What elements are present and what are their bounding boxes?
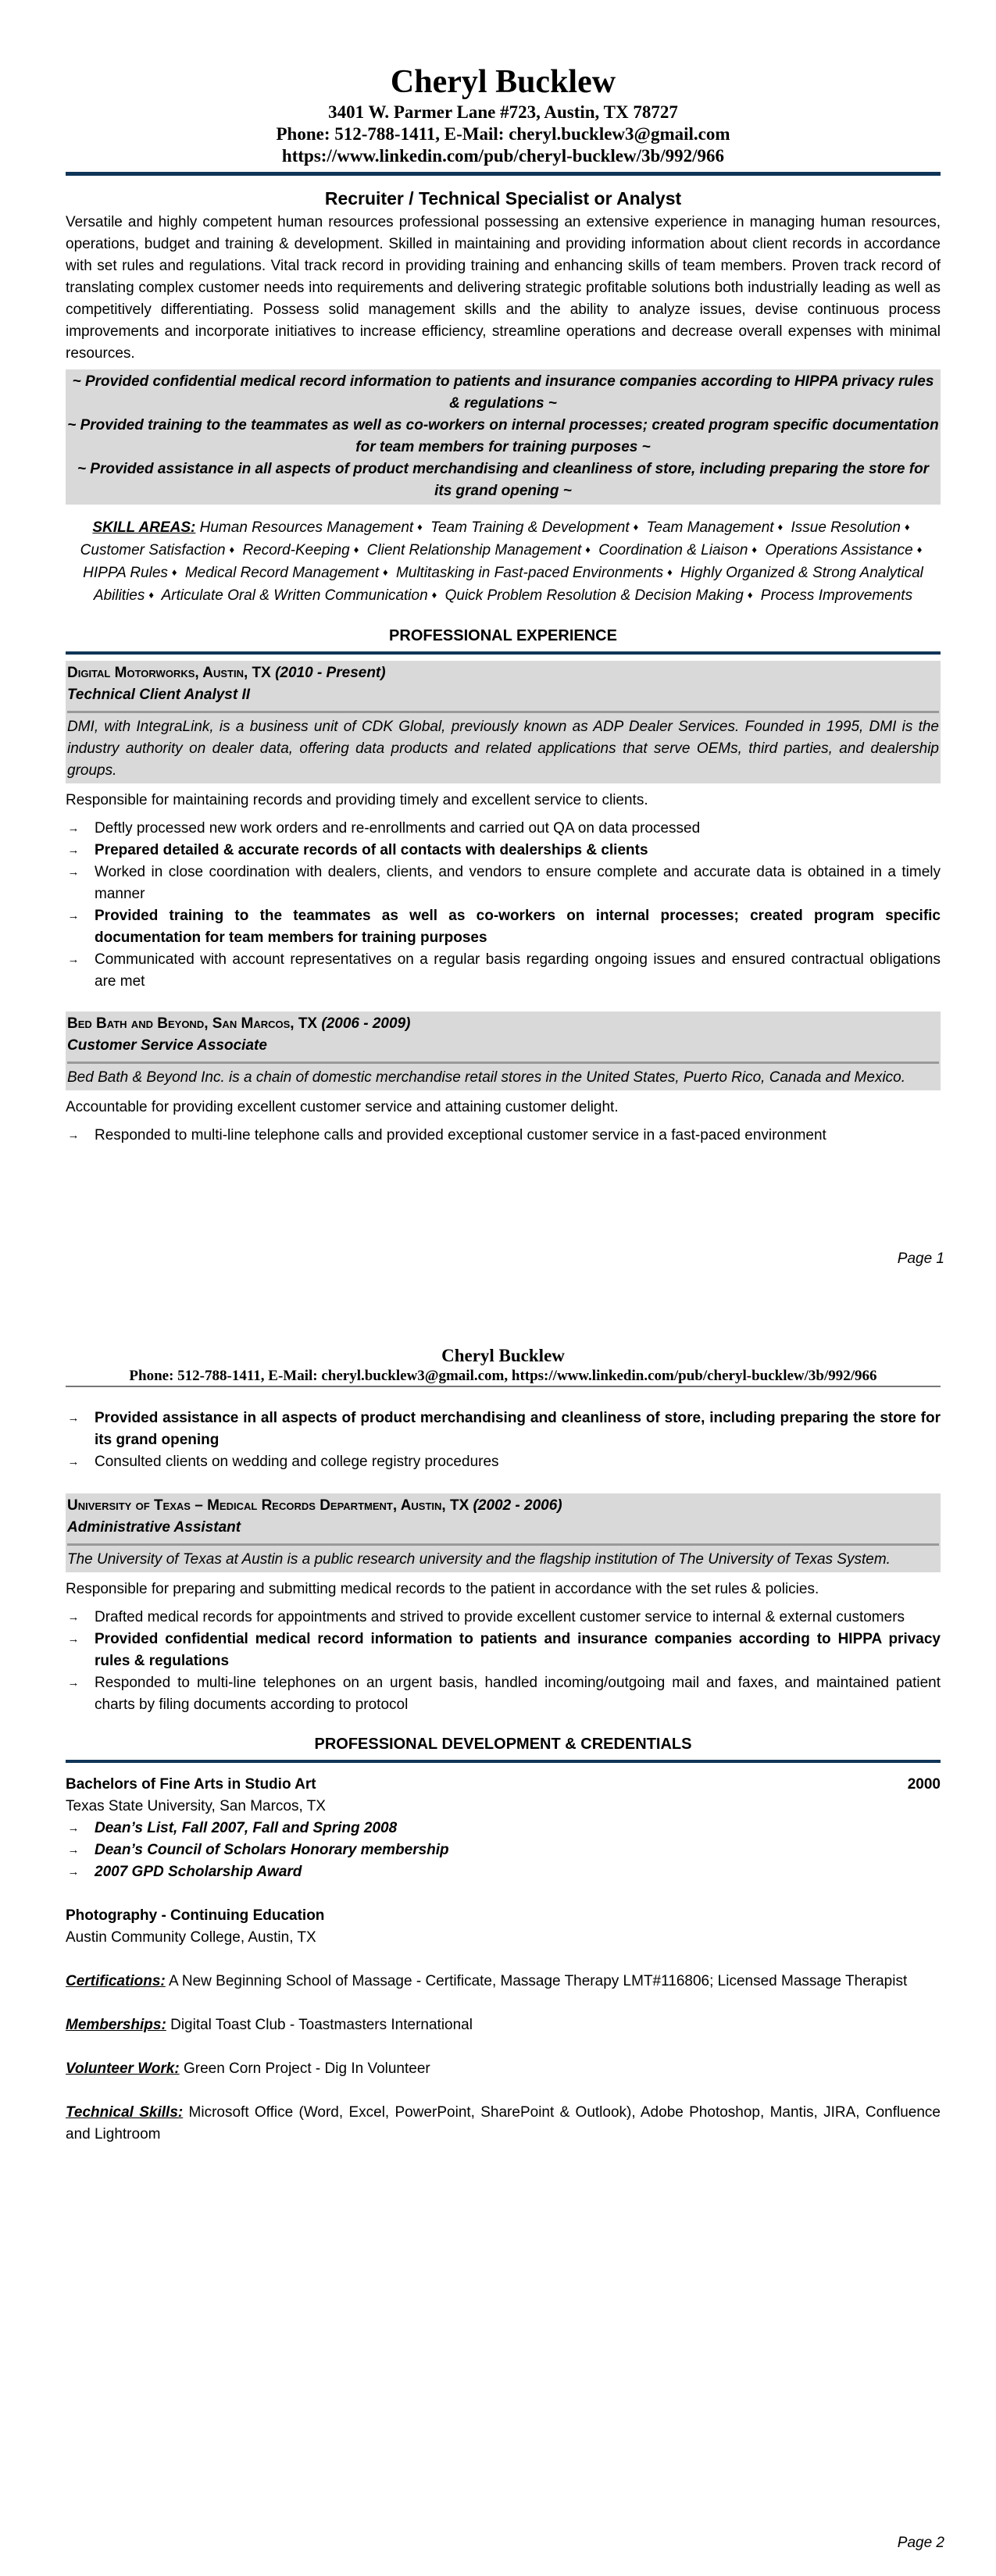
arrow-bullet-icon: → xyxy=(67,844,80,857)
arrow-bullet-icon: → xyxy=(67,953,80,966)
section-title-experience: PROFESSIONAL EXPERIENCE xyxy=(389,627,617,644)
arrow-bullet-icon: → xyxy=(67,1843,80,1857)
skill-item: Multitasking in Fast-paced Environments xyxy=(395,565,664,581)
job-heading xyxy=(67,1011,939,1061)
diamond-separator-icon: ♦ xyxy=(751,544,758,555)
skill-item: Record-Keeping xyxy=(242,542,350,558)
skill-item: Client Relationship Management xyxy=(366,542,582,558)
job-dates: (2010 - Present) xyxy=(275,665,386,681)
company-description: The University of Texas at Austin is a public research university and the flagship institution of The University of Texas System. xyxy=(67,1551,891,1568)
job-title: Technical Client Analyst II xyxy=(67,687,251,703)
company-name: Digital Motorworks, Austin, TX xyxy=(67,665,271,681)
diamond-separator-icon: ♦ xyxy=(383,566,388,578)
diamond-separator-icon: ♦ xyxy=(148,589,155,601)
job-bullets-continued xyxy=(66,1408,941,1473)
section-title-credentials: PROFESSIONAL DEVELOPMENT & CREDENTIALS xyxy=(314,1736,692,1753)
certifications-text: A New Beginning School of Massage - Certificate, Massage Therapy LMT#116806; Licensed Massage Therapist xyxy=(168,1973,908,1989)
contact-info: Phone: 512-788-1411, E-Mail: cheryl.bucklew3@gmail.com, https://www.linkedin.com/pub/cheryl-bucklew/3b/992/966 xyxy=(129,1368,877,1384)
company-description: DMI, with IntegraLink, is a business unit of CDK Global, previously known as ADP Dealer Services. Founded in 1995, DMI is the industry authority on dealer data, offering data products and related applications that serve OEMs, third parties, and dealership groups. xyxy=(67,719,939,779)
bullet-text: Drafted medical records for appointments and strived to provide excellent customer service to internal & external customers xyxy=(95,1609,905,1625)
degree-school: Texas State University, San Marcos, TX xyxy=(66,1798,326,1814)
diamond-separator-icon: ♦ xyxy=(633,521,639,533)
skill-item: Highly Organized & Strong Analytical Abilities xyxy=(93,565,923,604)
diamond-separator-icon: ♦ xyxy=(667,566,673,578)
bullet-item xyxy=(66,818,941,840)
arrow-bullet-icon: → xyxy=(67,1821,80,1835)
candidate-name: Cheryl Bucklew xyxy=(441,1346,565,1365)
diamond-separator-icon: ♦ xyxy=(353,544,359,555)
arrow-bullet-icon: → xyxy=(67,1865,80,1878)
bullet-text: Consulted clients on wedding and college registry procedures xyxy=(95,1454,499,1470)
certifications-label: Certifications: xyxy=(66,1973,166,1989)
bullet-text: Responded to multi-line telephone calls and provided exceptional customer service in a fast-paced environment xyxy=(95,1127,826,1144)
arrow-bullet-icon: → xyxy=(67,1455,80,1468)
honors-list xyxy=(66,1818,941,1883)
job-header-box xyxy=(66,661,941,783)
bullet-text: Communicated with account representatives on a regular basis regarding ongoing issues and ensured contractual obligations are met xyxy=(95,951,941,990)
continuing-education-block xyxy=(66,1905,941,1949)
page-2-content xyxy=(66,1345,941,2146)
arrow-bullet-icon: → xyxy=(67,1632,80,1646)
skill-item: Operations Assistance xyxy=(765,542,913,558)
volunteer-work-text: Green Corn Project - Dig In Volunteer xyxy=(183,2060,430,2077)
diamond-separator-icon: ♦ xyxy=(171,566,177,578)
bullet-text: Dean’s Council of Scholars Honorary membership xyxy=(95,1842,449,1858)
company-description: Bed Bath & Beyond Inc. is a chain of domestic merchandise retail stores in the United States, Puerto Rico, Canada and Mexico. xyxy=(67,1069,906,1086)
highlight-item: ~ Provided confidential medical record information to patients and insurance companies according to HIPPA privacy rules & regulations ~ xyxy=(72,373,934,412)
arrow-bullet-icon: → xyxy=(67,1411,80,1425)
arrow-bullet-icon: → xyxy=(67,822,80,835)
company-line xyxy=(67,662,939,684)
degree-block xyxy=(66,1774,941,1883)
job-dates: (2002 - 2006) xyxy=(473,1497,562,1514)
skill-item: Human Resources Management xyxy=(199,519,414,536)
bullet-item xyxy=(66,949,941,993)
volunteer-work-label: Volunteer Work: xyxy=(66,2060,180,2077)
skill-item: Medical Record Management xyxy=(184,565,380,581)
skill-areas-label: SKILL AREAS: xyxy=(92,519,196,536)
memberships-text: Digital Toast Club - Toastmasters International xyxy=(170,2017,473,2033)
job-responsibility: Accountable for providing excellent customer service and attaining customer delight. xyxy=(66,1099,619,1115)
degree-name: Bachelors of Fine Arts in Studio Art xyxy=(66,1776,316,1793)
bullet-item xyxy=(66,1451,941,1473)
arrow-bullet-icon: → xyxy=(67,865,80,879)
arrow-bullet-icon: → xyxy=(67,1676,80,1689)
technical-skills xyxy=(66,2102,941,2146)
job-dates: (2006 - 2009) xyxy=(321,1015,411,1032)
diamond-separator-icon: ♦ xyxy=(585,544,591,555)
section-divider xyxy=(66,651,941,655)
job-header-box xyxy=(66,1493,941,1572)
job-responsibility: Responsible for maintaining records and providing timely and excellent service to clients. xyxy=(66,792,648,808)
volunteer-work xyxy=(66,2058,941,2080)
job-bullets xyxy=(66,1607,941,1716)
bullet-text: Provided confidential medical record information to patients and insurance companies according to HIPPA privacy rules & regulations xyxy=(95,1631,941,1669)
bullet-item xyxy=(66,1861,941,1883)
bullet-item xyxy=(66,1607,941,1629)
diamond-separator-icon: ♦ xyxy=(431,589,437,601)
section-divider xyxy=(66,1760,941,1763)
bullet-text: Worked in close coordination with dealers, clients, and vendors to ensure complete and accurate data is obtained in a timely manner xyxy=(95,864,941,902)
degree-year: 2000 xyxy=(907,1776,941,1793)
skill-item: Team Training & Development xyxy=(430,519,630,536)
skill-item: Issue Resolution xyxy=(791,519,901,536)
bullet-text: Provided assistance in all aspects of product merchandising and cleanliness of store, including preparing the store for its grand opening xyxy=(95,1410,941,1448)
bullet-text: Prepared detailed & accurate records of all contacts with dealerships & clients xyxy=(95,842,648,858)
bullet-text: Deftly processed new work orders and re-enrollments and carried out QA on data processed xyxy=(95,820,701,837)
page-2-header-divider xyxy=(66,1386,941,1387)
arrow-bullet-icon: → xyxy=(67,1129,80,1142)
bullet-text: Dean’s List, Fall 2007, Fall and Spring 2008 xyxy=(95,1820,398,1836)
address: 3401 W. Parmer Lane #723, Austin, TX 78727 xyxy=(328,102,678,122)
bullet-item xyxy=(66,1629,941,1672)
highlights-box xyxy=(66,369,941,505)
job-bullets xyxy=(66,818,941,993)
job-heading xyxy=(67,661,939,711)
continuing-education-name: Photography - Continuing Education xyxy=(66,1907,325,1924)
skill-item: Process Improvements xyxy=(760,587,913,604)
skill-item: Coordination & Liaison xyxy=(598,542,748,558)
resume-header xyxy=(66,62,941,167)
company-name: University of Texas – Medical Records Department, Austin, TX xyxy=(67,1497,469,1514)
page-2-header xyxy=(66,1345,941,1386)
bullet-item xyxy=(66,862,941,905)
job-title: Administrative Assistant xyxy=(67,1519,241,1536)
summary-paragraph: Versatile and highly competent human resources professional possessing an extensive experience in managing human resources, operations, budget and training & development. Skilled in maintaining and providing information about client records in accordance with set rules and regulations. Vital track record in providing training and enhancing skills of team members. Proven track record of translating complex customer needs into requirements and delivering strategic profitable solutions both industrially leading as well as competitively differentiating. Possess solid management skills and the ability to analyze issues, devise continuous process improvements and incorporate initiatives to increase efficiency, streamline operations and decrease overall expenses with minimal resources. xyxy=(66,214,941,362)
skill-item: HIPPA Rules xyxy=(83,565,168,581)
job-heading xyxy=(67,1493,939,1543)
skill-item: Articulate Oral & Written Communication xyxy=(161,587,428,604)
bullet-item xyxy=(66,840,941,862)
bullet-item xyxy=(66,1818,941,1839)
linkedin-url[interactable]: https://www.linkedin.com/pub/cheryl-bucklew/3b/992/966 xyxy=(281,146,725,166)
company-line xyxy=(67,1495,939,1517)
diamond-separator-icon: ♦ xyxy=(747,589,753,601)
job-header-box xyxy=(66,1011,941,1090)
technical-skills-text: Microsoft Office (Word, Excel, PowerPoint, SharePoint & Outlook), Adobe Photoshop, Mantis, JIRA, Confluence and Lightroom xyxy=(66,2104,941,2143)
memberships xyxy=(66,2014,941,2036)
arrow-bullet-icon: → xyxy=(67,1611,80,1624)
company-line xyxy=(67,1013,939,1035)
header-divider xyxy=(66,172,941,176)
resume-page-2 xyxy=(0,1289,996,2576)
bullet-item xyxy=(66,1839,941,1861)
diamond-separator-icon: ♦ xyxy=(904,521,910,533)
bullet-text: Provided training to the teammates as well as co-workers on internal processes; created program specific documentation for team members for training purposes xyxy=(95,908,941,946)
job-bullets xyxy=(66,1125,941,1147)
bullet-text: Responded to multi-line telephones on an urgent basis, handled incoming/outgoing mail and faxes, and maintained patient charts by filing documents according to protocol xyxy=(95,1675,941,1713)
continuing-education-school: Austin Community College, Austin, TX xyxy=(66,1929,316,1946)
certifications xyxy=(66,1971,941,1993)
page-number: Page 2 xyxy=(897,2535,944,2551)
company-name: Bed Bath and Beyond, San Marcos, TX xyxy=(67,1015,318,1032)
candidate-name: Cheryl Bucklew xyxy=(390,64,616,100)
arrow-bullet-icon: → xyxy=(67,909,80,922)
job-responsibility: Responsible for preparing and submitting medical records to the patient in accordance with the set rules & policies. xyxy=(66,1581,819,1597)
diamond-separator-icon: ♦ xyxy=(417,521,423,533)
objective-title: Recruiter / Technical Specialist or Analyst xyxy=(324,188,682,209)
skill-item: Customer Satisfaction xyxy=(80,542,226,558)
highlight-item: ~ Provided assistance in all aspects of product merchandising and cleanliness of store, including preparing the store for its grand opening ~ xyxy=(77,461,930,499)
degree-row xyxy=(66,1774,941,1796)
diamond-separator-icon: ♦ xyxy=(229,544,235,555)
bullet-item xyxy=(66,1408,941,1451)
bullet-item xyxy=(66,905,941,949)
page-number: Page 1 xyxy=(897,1251,944,1267)
bullet-item xyxy=(66,1125,941,1147)
contact-info: Phone: 512-788-1411, E-Mail: cheryl.bucklew3@gmail.com xyxy=(276,124,730,144)
diamond-separator-icon: ♦ xyxy=(916,544,923,555)
page-1-content xyxy=(66,61,941,1147)
skill-areas xyxy=(66,517,941,608)
bullet-item xyxy=(66,1672,941,1716)
technical-skills-label: Technical Skills: xyxy=(66,2104,184,2121)
highlight-item: ~ Provided training to the teammates as well as co-workers on internal processes; created program specific documentation for team members for training purposes ~ xyxy=(67,417,939,455)
bullet-text: 2007 GPD Scholarship Award xyxy=(95,1864,302,1880)
job-title: Customer Service Associate xyxy=(67,1037,267,1054)
diamond-separator-icon: ♦ xyxy=(777,521,784,533)
skill-item: Team Management xyxy=(646,519,774,536)
memberships-label: Memberships: xyxy=(66,2017,166,2033)
skill-item: Quick Problem Resolution & Decision Making xyxy=(444,587,744,604)
